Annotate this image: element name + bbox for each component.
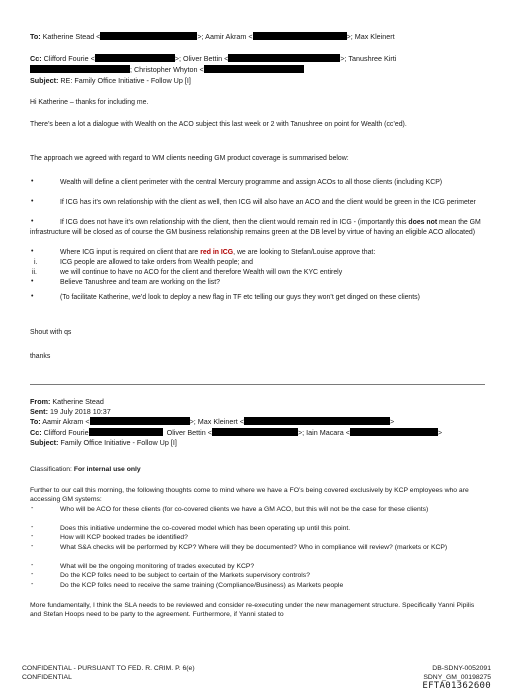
- to-label: To:: [30, 32, 41, 41]
- bullet-6: (To facilitate Katherine, we’d look to deploy a new flag in TF etc telling our guys they won’t get dinged on these clients): [60, 294, 420, 301]
- bullet-marker: •: [31, 248, 34, 255]
- email2-from-line: From: Katherine Stead: [30, 397, 104, 406]
- closing-thanks: thanks: [30, 353, 51, 360]
- bullet-marker: •: [31, 278, 34, 285]
- question-4: What S&A checks will be performed by KCP? Where will they be documented? Who in compliance will review? (markets or KCP): [60, 544, 448, 551]
- question-7: Do the KCP folks need to receive the same training (Compliance/Business) as Markets people: [60, 582, 344, 589]
- bullet-marker: •: [31, 293, 34, 300]
- email2-sent-line: Sent: 19 July 2018 10:37: [30, 407, 111, 416]
- email2-subject: Family Office Initiative - Follow Up [I]: [60, 438, 177, 447]
- classification-value: For internal use only: [73, 466, 141, 473]
- cc-label: Cc:: [30, 54, 42, 63]
- email2-outro: More fundamentally, I think the SLA needs to be reviewed and consider re-executing under the new management structure. Specifically Yanni Pipilis and Stefan Hoops need to be party to the agreement. Furthermore, if Yanni stated to: [30, 602, 475, 619]
- redaction-block: [212, 428, 298, 436]
- paragraph-2: The approach we agreed with regard to WM clients needing GM product coverage is summarised below:: [30, 155, 349, 162]
- classification-line: Classification: For internal use only: [30, 466, 141, 473]
- email1-to-line: To: Katherine Stead < >; Aamir Akram < >; Max Kleinert: [30, 32, 395, 41]
- dash-marker: -: [31, 533, 34, 540]
- question-2: Does this initiative undermine the co-covered model which has been operating up until this point.: [60, 525, 351, 532]
- footer-confidential-1: CONFIDENTIAL - PURSUANT TO FED. R. CRIM. P. 6(e): [22, 665, 195, 672]
- bullet-1: Wealth will define a client perimeter with the central Mercury programme and assign ACOs to all those clients (including KCP): [60, 179, 443, 186]
- email1-subject: RE: Family Office Initiative - Follow Up [I]: [60, 76, 191, 85]
- greeting: Hi Katherine – thanks for including me.: [30, 99, 149, 106]
- question-6: Do the KCP folks need to be subject to certain of the Markets supervisory controls?: [60, 572, 310, 579]
- email-separator: [30, 384, 485, 385]
- email2-cc-line: Cc: Clifford Fourie Oliver Bettin < >; Iain Macara < >: [30, 428, 443, 437]
- redaction-block: [95, 54, 175, 62]
- email2-subject-line: Subject: Family Office Initiative - Follow Up [I]: [30, 438, 177, 447]
- bullet-4: Where ICG input is required on client that are red in ICG, we are looking to Stefan/Louise approve that:: [60, 249, 376, 256]
- redaction-block: [100, 32, 197, 40]
- redaction-block: [244, 417, 390, 425]
- redaction-block: [90, 417, 190, 425]
- question-5: What will be the ongoing monitoring of trades executed by KCP?: [60, 563, 255, 570]
- footer-bates-2: SDNY_GM_00198275: [423, 674, 491, 681]
- question-3: How will KCP booked trades be identified?: [60, 534, 188, 541]
- redaction-block: [204, 65, 304, 73]
- redaction-block: [30, 65, 130, 73]
- footer-efta-number: EFTA01362600: [422, 681, 491, 691]
- bullet-marker: •: [31, 178, 34, 185]
- dash-marker: -: [31, 543, 34, 550]
- dash-marker: -: [31, 524, 34, 531]
- bullet-5: Believe Tanushree and team are working on the list?: [60, 279, 220, 286]
- question-1: Who will be ACO for these clients (for co-covered clients we have a GM ACO, but this will not be the case for these clients): [60, 506, 429, 513]
- email2-intro: Further to our call this morning, the following thoughts come to mind where we have a FO’s being covered exclusively by KCP employees who are accessing GM systems:: [30, 487, 469, 504]
- email2-sent: 19 July 2018 10:37: [49, 407, 111, 416]
- email1-cc-line: Cc: Clifford Fourie < >; Oliver Bettin < >; Tanushree Kirti: [30, 54, 397, 63]
- sub-marker-i: i.: [34, 259, 38, 266]
- redaction-block: [350, 428, 438, 436]
- dash-marker: -: [31, 571, 34, 578]
- email1-cc-line2: ; Christopher Whyton <: [30, 65, 304, 74]
- sub-marker-ii: ii.: [32, 269, 37, 276]
- redaction-block: [228, 54, 340, 62]
- sub-item-i: ICG people are allowed to take orders from Wealth people; and: [60, 259, 253, 266]
- email1-subject-line: [30, 76, 191, 85]
- email2-from: Katherine Stead: [52, 397, 104, 406]
- paragraph-1: There’s been a lot a dialogue with Wealth on the ACO subject this last week or 2 with Tanushree on point for Wealth (cc’ed).: [30, 121, 407, 128]
- closing-shout: Shout with qs: [30, 329, 72, 336]
- bullet-2: If ICG has it’s own relationship with the client as well, then ICG will also have an ACO and the client would be green in the ICG perimeter: [60, 199, 476, 206]
- redaction-block: [253, 32, 347, 40]
- sub-item-ii: we will continue to have no ACO for the client and therefore Wealth will own the KYC entirely: [60, 269, 343, 276]
- footer-bates-1: DB-SDNY-0052091: [432, 665, 491, 672]
- bullet-marker: •: [31, 198, 34, 205]
- dash-marker: -: [31, 562, 34, 569]
- email2-to-line: To: Aamir Akram < >; Max Kleinert < >: [30, 417, 395, 426]
- bullet-marker: •: [31, 218, 34, 225]
- footer-confidential-2: CONFIDENTIAL: [22, 674, 72, 681]
- dash-marker: -: [31, 581, 34, 588]
- redaction-block: [89, 428, 163, 436]
- subject-label: Subject:: [30, 76, 59, 85]
- dash-marker: -: [31, 505, 34, 512]
- to-name: Katherine Stead <: [42, 32, 101, 41]
- bullet-3: If ICG does not have it’s own relationship with the client, then the client would remain red in ICG - (importantly this does not mean the GM infrastructure will be closed as of course the GM business relationship remains green at the DB level by virtue of having an eligible ACO allocated): [30, 219, 481, 236]
